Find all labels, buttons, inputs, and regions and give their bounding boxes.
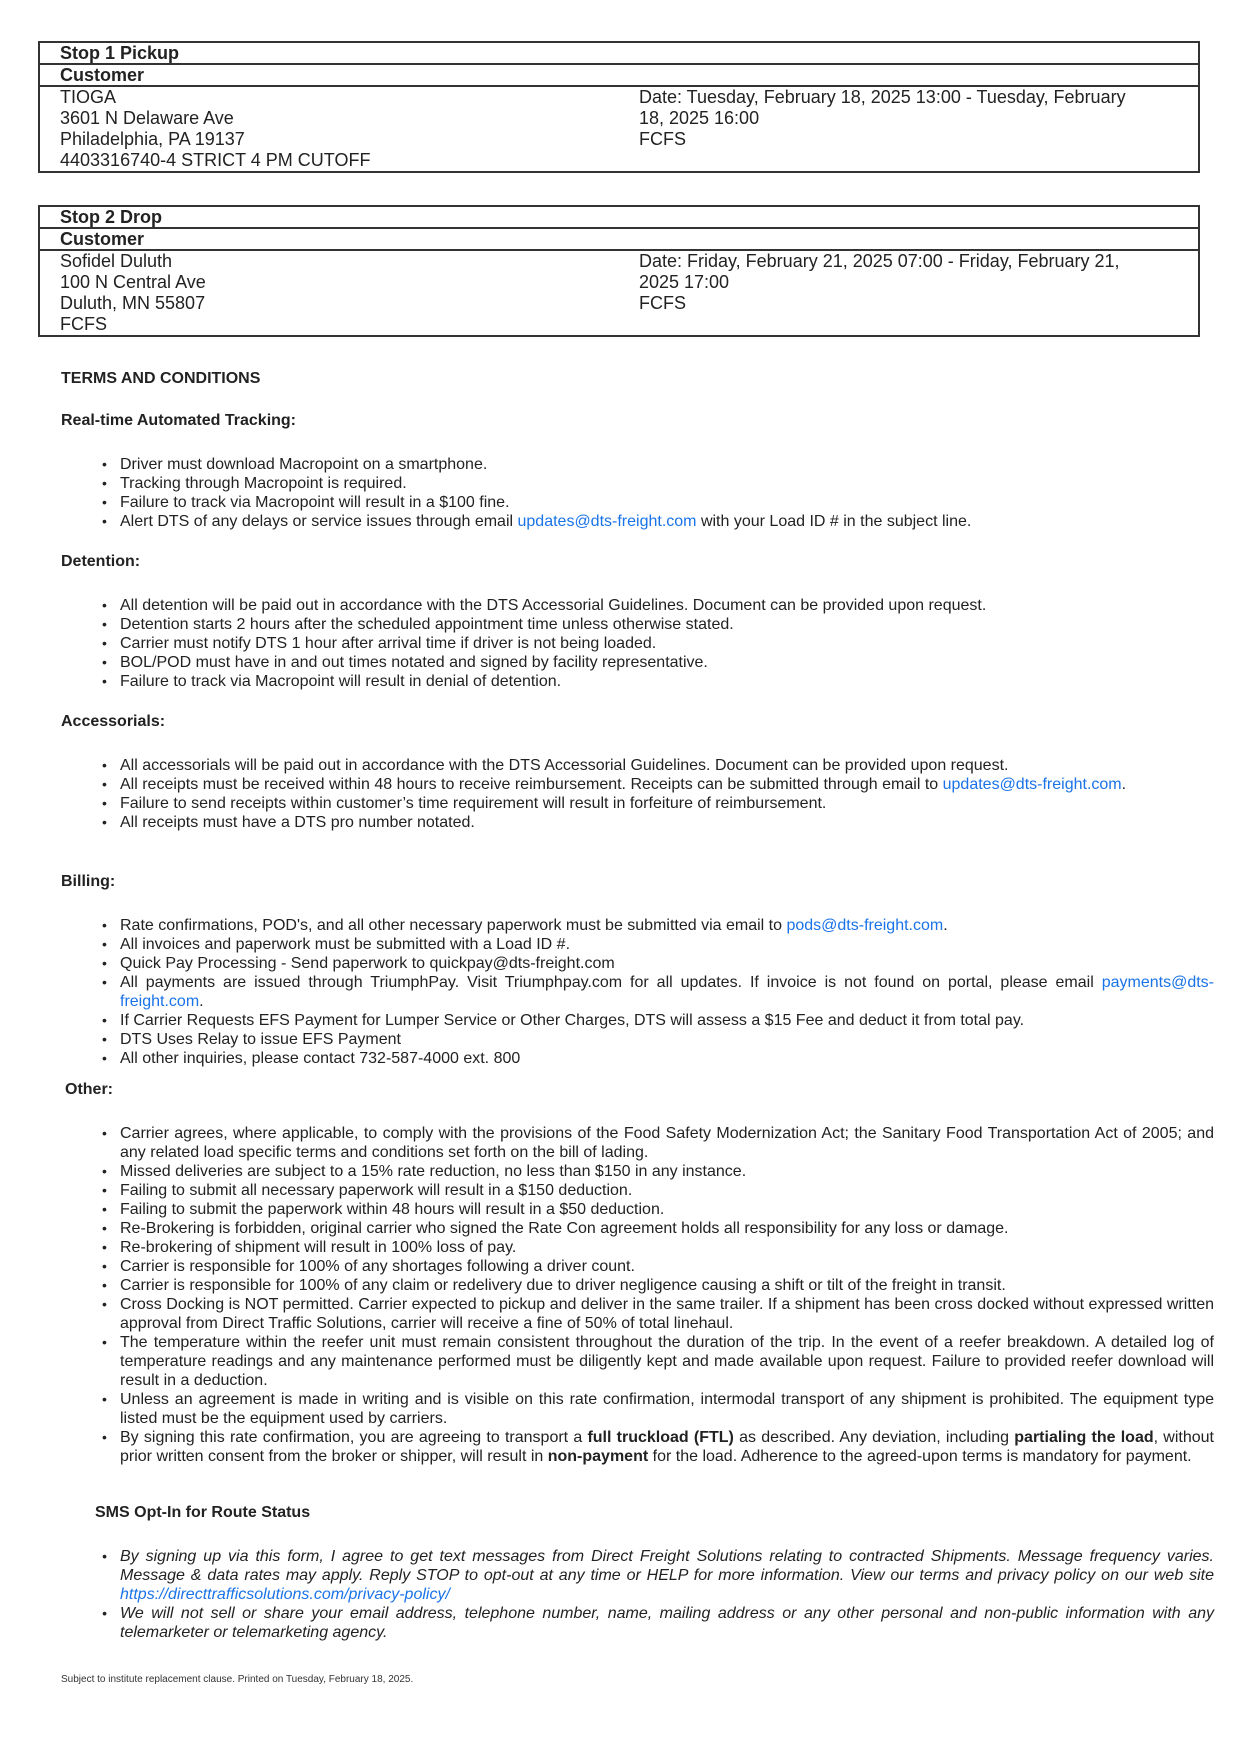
stop-2-address1: 100 N Central Ave [60, 272, 206, 292]
stop-1-date-line2: 18, 2025 16:00 [638, 108, 760, 128]
stop-2-name: Sofidel Duluth [60, 251, 173, 271]
list-item: • All invoices and paperwork must be submitted with a Load ID #. [120, 935, 1214, 954]
sms-heading: SMS Opt-In for Route Status [95, 1504, 311, 1521]
list-item: • Tracking through Macropoint is required. [120, 474, 1214, 493]
accessorials-list [84, 756, 1214, 832]
footer-note: Subject to institute replacement clause. Printed on Tuesday, February 18, 2025. [61, 1674, 414, 1685]
list-item: • Cross Docking is NOT permitted. Carrier expected to pickup and deliver in the same trailer. If a shipment has been cross docked without expressed written approval from Direct Traffic Solutions, carrier will receive a fine of 50% of total linehaul. [120, 1295, 1214, 1333]
list-item: • Carrier is responsible for 100% of any shortages following a driver count. [120, 1257, 1214, 1276]
list-item: • Unless an agreement is made in writing and is visible on this rate confirmation, intermodal transport of any shipment is prohibited. The equipment type listed must be the equipment used by carriers. [120, 1390, 1214, 1428]
list-item: • All other inquiries, please contact 732-587-4000 ext. 800 [120, 1049, 1214, 1068]
list-item: • Failure to track via Macropoint will result in a $100 fine. [120, 493, 1214, 512]
other-list [84, 1124, 1214, 1466]
list-item [120, 512, 1214, 531]
list-item: • We will not sell or share your email address, telephone number, name, mailing address or any other personal and non-public information with any telemarketer or telemarketing agency. [120, 1604, 1214, 1642]
list-item: • If Carrier Requests EFS Payment for Lumper Service or Other Charges, DTS will assess a $15 Fee and deduct it from total pay. [120, 1011, 1214, 1030]
stop-2-type: FCFS [638, 293, 686, 313]
terms-title: TERMS AND CONDITIONS [61, 370, 261, 387]
list-item [120, 1428, 1214, 1466]
list-item: • All detention will be paid out in accordance with the DTS Accessorial Guidelines. Document can be provided upon request. [120, 596, 1214, 615]
stop-2-subheader: Customer [40, 229, 1198, 251]
partialing-bold: partialing the load [1014, 1429, 1154, 1446]
ftl-bold: full truckload (FTL) [587, 1429, 734, 1446]
stop-1-address2: Philadelphia, PA 19137 [60, 129, 245, 149]
updates-email-link[interactable]: updates@dts-freight.com [942, 776, 1122, 793]
list-item [120, 973, 1214, 1011]
list-item: • Failing to submit the paperwork within 48 hours will result in a $50 deduction. [120, 1200, 1214, 1219]
detention-heading: Detention: [61, 553, 141, 570]
list-item: • Detention starts 2 hours after the scheduled appointment time unless otherwise stated. [120, 615, 1214, 634]
list-item [120, 1547, 1214, 1604]
alert-text: Alert DTS of any delays or service issues through email [120, 513, 518, 530]
payments-email-link[interactable]: payments@dts-freight.com [120, 974, 1214, 1010]
stop-2-date-line2: 2025 17:00 [638, 272, 730, 292]
list-item: • Missed deliveries are subject to a 15% rate reduction, no less than $150 in any instance. [120, 1162, 1214, 1181]
list-item: • Carrier must notify DTS 1 hour after arrival time if driver is not being loaded. [120, 634, 1214, 653]
detention-list [84, 596, 1214, 691]
payments-text: All payments are issued through TriumphPay. Visit Triumphpay.com for all updates. If invoice is not found on portal, please email [120, 974, 1102, 991]
pods-email-link[interactable]: pods@dts-freight.com [786, 917, 944, 934]
privacy-policy-link[interactable]: https://directtrafficsolutions.com/privacy-policy/ [120, 1586, 450, 1603]
stop-2-date-line1: Date: Friday, February 21, 2025 07:00 - Friday, February 21, [638, 251, 1120, 271]
sms-list [84, 1547, 1214, 1642]
stop-2-table [38, 205, 1200, 337]
list-item: • Carrier is responsible for 100% of any claim or redelivery due to driver negligence causing a shift or tilt of the freight in transit. [120, 1276, 1214, 1295]
list-item: • Failing to submit all necessary paperwork will result in a $150 deduction. [120, 1181, 1214, 1200]
ftl-text: as described. Any deviation, including [733, 1429, 1015, 1446]
ftl-text-end: for the load. Adherence to the agreed-upon terms is mandatory for payment. [648, 1448, 1192, 1465]
ftl-text: By signing this rate confirmation, you are agreeing to transport a [120, 1429, 588, 1446]
stop-1-name: TIOGA [60, 87, 117, 107]
stop-2-address2: Duluth, MN 55807 [60, 293, 206, 313]
stop-2-note: FCFS [60, 314, 107, 334]
non-payment-bold: non-payment [547, 1448, 649, 1465]
list-item: • Re-Brokering is forbidden, original carrier who signed the Rate Con agreement holds all responsibility for any loss or damage. [120, 1219, 1214, 1238]
list-item: • Driver must download Macropoint on a smartphone. [120, 455, 1214, 474]
paperwork-text: Rate confirmations, POD's, and all other necessary paperwork must be submitted via email to [120, 917, 787, 934]
list-item [120, 775, 1214, 794]
stop-2-header: Stop 2 Drop [40, 207, 1198, 229]
stop-1-header: Stop 1 Pickup [40, 43, 1198, 65]
sms-text: By signing up via this form, I agree to get text messages from Direct Freight Solutions relating to contracted Shipments. Message frequency varies. Message & data rates may apply. Reply STOP to opt-out at any time or HELP for more information. View our terms and privacy policy on our web site [120, 1548, 1214, 1584]
payments-text-end: . [199, 993, 204, 1010]
ftl-text: , without prior written consent from the broker or shipper, will result in [120, 1429, 1214, 1465]
accessorials-heading: Accessorials: [61, 713, 166, 730]
list-item: • Re-brokering of shipment will result in 100% loss of pay. [120, 1238, 1214, 1257]
list-item: • All accessorials will be paid out in accordance with the DTS Accessorial Guidelines. Document can be provided upon request. [120, 756, 1214, 775]
list-item: • Carrier agrees, where applicable, to comply with the provisions of the Food Safety Modernization Act; the Sanitary Food Transportation Act of 2005; and any related load specific terms and conditions set forth on the bill of lading. [120, 1124, 1214, 1162]
list-item: • The temperature within the reefer unit must remain consistent throughout the duration of the trip. In the event of a reefer breakdown. A detailed log of temperature readings and any maintenance performed must be diligently kept and made available upon request. Failure to provided reefer download will result in a deduction. [120, 1333, 1214, 1390]
receipts-text-end: . [1121, 776, 1127, 793]
stop-1-address1: 3601 N Delaware Ave [60, 108, 234, 128]
list-item: • Failure to send receipts within customer’s time requirement will result in forfeiture of reimbursement. [120, 794, 1214, 813]
stop-1-date-line1: Date: Tuesday, February 18, 2025 13:00 - Tuesday, February [638, 87, 1126, 107]
list-item: • DTS Uses Relay to issue EFS Payment [120, 1030, 1214, 1049]
tracking-list [84, 455, 1214, 531]
list-item [120, 916, 1214, 935]
list-item: • All receipts must have a DTS pro number notated. [120, 813, 1214, 832]
stop-1-note: 4403316740-4 STRICT 4 PM CUTOFF [60, 150, 371, 170]
stop-1-subheader: Customer [40, 65, 1198, 87]
alert-text-end: with your Load ID # in the subject line. [696, 513, 972, 530]
list-item: • BOL/POD must have in and out times notated and signed by facility representative. [120, 653, 1214, 672]
updates-email-link[interactable]: updates@dts-freight.com [517, 513, 697, 530]
stop-1-type: FCFS [638, 129, 686, 149]
billing-list [84, 916, 1214, 1068]
receipts-text: All receipts must be received within 48 hours to receive reimbursement. Receipts can be submitted through email to [120, 776, 943, 793]
paperwork-text-end: . [943, 917, 948, 934]
other-heading: Other: [65, 1081, 113, 1098]
billing-heading: Billing: [61, 873, 116, 890]
list-item: • Quick Pay Processing - Send paperwork to quickpay@dts-freight.com [120, 954, 1214, 973]
stop-1-table [38, 41, 1200, 173]
list-item: • Failure to track via Macropoint will result in denial of detention. [120, 672, 1214, 691]
tracking-heading: Real-time Automated Tracking: [61, 412, 297, 429]
